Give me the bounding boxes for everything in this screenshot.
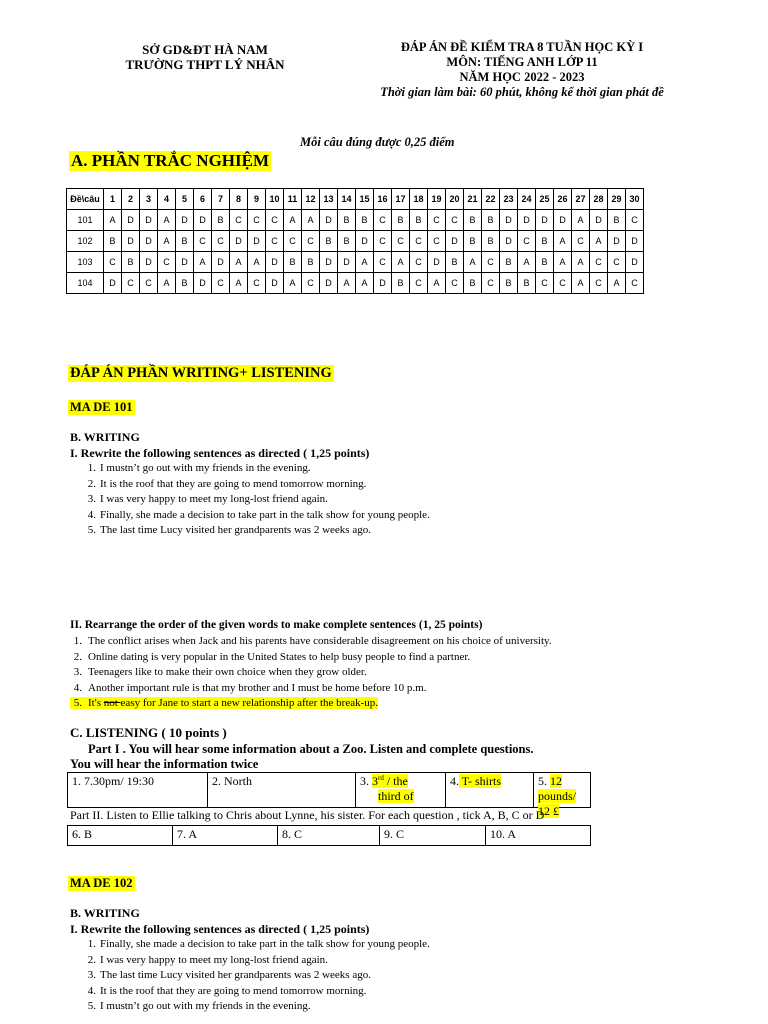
writing-listening-title: ĐÁP ÁN PHẦN WRITING+ LISTENING [70,365,332,381]
question-number-header: 14 [338,189,356,210]
answer-cell: D [122,210,140,231]
answer-cell: D [248,231,266,252]
answer-cell: B [176,231,194,252]
question-number-header: 26 [554,189,572,210]
listening-hear-note: You will hear the information twice [70,757,259,771]
table-row [67,252,644,273]
answer-cell: A [194,252,212,273]
rewrite-title-101: I. Rewrite the following sentences as directed ( 1,25 points) [70,446,370,460]
answer-cell: A [356,252,374,273]
answer-cell: D [320,210,338,231]
question-number-header: 29 [608,189,626,210]
list-item: 5. I mustn’t go out with my friends in the evening. [87,1000,311,1012]
answer-cell: C [374,252,392,273]
answer-cell: D [338,252,356,273]
table-row [67,231,644,252]
answer-cell: C [428,231,446,252]
answer-cell: D [356,231,374,252]
answer-cell: B [392,210,410,231]
answer-cell: B [464,210,482,231]
question-number-header: 13 [320,189,338,210]
rearrange-title-101: II. Rearrange the order of the given words to make complete sentences (1, 25 points) [70,619,483,631]
answer-cell: D [140,231,158,252]
answer-cell: D [176,252,194,273]
rewrite-list-101 [70,461,430,539]
list-item: 2. Online dating is very popular in the United States to help busy people to find a partner. [73,650,471,663]
question-number-header: 30 [626,189,644,210]
question-number-header: 6 [194,189,212,210]
writing-title-101: B. WRITING [70,430,140,444]
question-number-header: 8 [230,189,248,210]
listening-part2-instructions: Part II. Listen to Ellie talking to Chris about Lynne, his sister. For each question , tick A, B, C or D [70,808,545,822]
answer-cell-5: 5. 12 pounds/ 12 £ [538,774,577,818]
answer-cell: C [248,210,266,231]
answer-cell: C [572,231,590,252]
exam-code-cell: 101 [67,210,104,231]
answer-cell: A [608,273,626,294]
list-item: 5. The last time Lucy visited her grandparents was 2 weeks ago. [87,524,371,536]
answer-cell: C [536,273,554,294]
answer-cell: C [248,273,266,294]
question-number-header: 28 [590,189,608,210]
question-number-header: 2 [122,189,140,210]
subject-line: MÔN: TIẾNG ANH LỚP 11 [446,55,598,69]
answer-cell-3: 3. 3rd / the third of [356,773,446,807]
question-number-header: 23 [500,189,518,210]
question-number-header: 27 [572,189,590,210]
answer-cell: D [500,210,518,231]
answer-cell: B [212,210,230,231]
list-item: 2. I was very happy to meet my long-lost friend again. [87,953,328,966]
listening-part2-answer-box [67,825,591,846]
answer-cell-9: 9. C [380,826,486,845]
time-note: Thời gian làm bài: 60 phút, không kể thời gian phát đề [380,85,664,99]
question-number-header: 24 [518,189,536,210]
answer-cell: C [140,273,158,294]
answer-cell: C [392,231,410,252]
answer-cell: C [554,273,572,294]
answer-cell: D [212,252,230,273]
exam-code-cell: 102 [67,231,104,252]
answer-cell: C [302,273,320,294]
answer-cell: D [320,252,338,273]
answer-cell: B [356,210,374,231]
answer-cell: A [590,231,608,252]
answer-cell: D [140,210,158,231]
answer-cell: A [554,252,572,273]
question-number-header: 12 [302,189,320,210]
answer-cell: D [626,231,644,252]
answer-cell: C [446,210,464,231]
answer-cell-2: 2. North [208,773,356,807]
listening-part1-instructions: Part I . You will hear some information about a Zoo. Listen and complete questions. [88,742,534,756]
answer-cell: A [428,273,446,294]
answer-cell: C [446,273,464,294]
answer-cell: A [284,210,302,231]
exam-code-cell: 103 [67,252,104,273]
question-number-header: 7 [212,189,230,210]
list-item: 1. I mustn’t go out with my friends in the evening. [87,462,311,474]
answer-cell: C [302,231,320,252]
answer-cell: D [140,252,158,273]
answer-cell: D [590,210,608,231]
answer-cell: D [626,252,644,273]
answer-cell: B [446,252,464,273]
department-name: SỞ GD&ĐT HÀ NAM [142,42,268,57]
question-number-header: 20 [446,189,464,210]
answer-cell: C [122,273,140,294]
answer-cell: B [608,210,626,231]
answer-cell: D [104,273,122,294]
answer-cell: A [572,252,590,273]
answer-cell: A [302,210,320,231]
table-row [67,273,644,294]
section-a-title: A. PHẦN TRẮC NGHIỆM [71,151,270,170]
answer-cell: A [158,210,176,231]
answer-cell: C [266,210,284,231]
list-item: 2. It is the roof that they are going to mend tomorrow morning. [87,477,367,490]
answer-cell: C [284,231,302,252]
answer-cell: C [482,273,500,294]
answer-cell-7: 7. A [173,826,278,845]
list-item: 1. Finally, she made a decision to take part in the talk show for young people. [87,938,430,950]
answer-table [66,188,644,294]
question-number-header: 21 [464,189,482,210]
answer-cell: B [482,210,500,231]
answer-cell: C [590,273,608,294]
answer-cell: C [428,210,446,231]
school-year: NĂM HỌC 2022 - 2023 [459,70,585,84]
answer-cell: C [158,252,176,273]
answer-cell: C [626,273,644,294]
list-item: 4. Finally, she made a decision to take part in the talk show for young people. [87,508,430,521]
question-number-header: 10 [266,189,284,210]
question-number-header: 18 [410,189,428,210]
question-number-header: 3 [140,189,158,210]
question-number-header: 11 [284,189,302,210]
answer-cell-10: 10. A [490,827,517,841]
answer-cell: A [158,231,176,252]
answer-cell: C [230,210,248,231]
answer-cell: D [194,210,212,231]
answer-cell: A [392,252,410,273]
answer-cell: A [464,252,482,273]
table-row [67,210,644,231]
answer-cell: B [500,273,518,294]
score-note: Mỗi câu đúng được 0,25 điểm [300,135,455,149]
rewrite-title-102: I. Rewrite the following sentences as directed ( 1,25 points) [70,922,370,936]
answer-cell: B [338,231,356,252]
question-number-header: 25 [536,189,554,210]
answer-cell: B [176,273,194,294]
answer-cell: A [230,273,248,294]
answer-cell: B [500,252,518,273]
answer-cell: C [410,252,428,273]
exam-header [352,40,692,100]
question-number-header: 1 [104,189,122,210]
answer-cell: B [122,252,140,273]
ma-de-101-label: MA DE 101 [70,400,133,414]
answer-cell: A [518,252,536,273]
answer-cell: B [518,273,536,294]
ma-de-102-label: MA DE 102 [70,876,133,890]
question-number-header: 15 [356,189,374,210]
answer-cell: C [104,252,122,273]
answer-cell: D [518,210,536,231]
list-item: 1. The conflict arises when Jack and his parents have considerable disagreement on his choice of university. [73,635,552,647]
answer-cell-6: 6. B [68,826,173,845]
answer-cell: D [122,231,140,252]
answer-cell: D [500,231,518,252]
answer-cell: D [374,273,392,294]
list-item: 4. Another important rule is that my brother and I must be home before 10 p.m. [73,681,427,694]
answer-cell: D [608,231,626,252]
school-name: TRƯỜNG THPT LÝ NHÂN [125,57,285,72]
answer-cell: C [518,231,536,252]
answer-cell: D [176,210,194,231]
answer-cell-1: 1. 7.30pm/ 19:30 [68,773,208,807]
answer-cell: B [392,273,410,294]
answer-cell: A [554,231,572,252]
table-corner-header: Đề\câu [67,189,104,210]
answer-cell: A [248,252,266,273]
list-item: 3. The last time Lucy visited her grandparents was 2 weeks ago. [87,969,371,981]
answer-cell: B [410,210,428,231]
answer-cell: A [572,273,590,294]
listening-title-101: C. LISTENING ( 10 points ) [70,725,227,740]
answer-cell: A [284,273,302,294]
question-number-header: 5 [176,189,194,210]
answer-cell: C [266,231,284,252]
answer-cell: B [338,210,356,231]
question-number-header: 4 [158,189,176,210]
answer-cell: C [374,231,392,252]
answer-cell: C [194,231,212,252]
answer-cell: B [320,231,338,252]
answer-cell-8: 8. C [278,826,380,845]
question-number-header: 22 [482,189,500,210]
answer-cell-4: 4. T- shirts [446,773,534,807]
answer-cell: A [230,252,248,273]
answer-cell: B [536,252,554,273]
answer-cell: D [446,231,464,252]
answer-cell: A [356,273,374,294]
answer-cell: B [464,231,482,252]
answer-cell: B [302,252,320,273]
answer-cell: C [212,231,230,252]
answer-cell: C [626,210,644,231]
question-number-header: 17 [392,189,410,210]
school-header [95,42,315,72]
answer-cell: A [104,210,122,231]
answer-cell: C [374,210,392,231]
answer-cell: A [338,273,356,294]
answer-cell: A [572,210,590,231]
answer-cell: C [608,252,626,273]
answer-cell: D [194,273,212,294]
answer-cell: D [320,273,338,294]
answer-cell: C [410,231,428,252]
exam-code-cell: 104 [67,273,104,294]
answer-cell: D [230,231,248,252]
answer-cell: B [284,252,302,273]
answer-cell: D [428,252,446,273]
question-number-header: 9 [248,189,266,210]
answer-cell: D [536,210,554,231]
question-number-header: 19 [428,189,446,210]
answer-cell: B [536,231,554,252]
writing-title-102: B. WRITING [70,906,140,920]
answer-cell: B [482,231,500,252]
answer-cell: C [590,252,608,273]
answer-cell: D [554,210,572,231]
answer-cell: D [266,252,284,273]
rearrange-list-101 [70,634,552,696]
answer-cell: B [104,231,122,252]
answer-cell: D [266,273,284,294]
list-item: 3. I was very happy to meet my long-lost friend again. [87,493,328,505]
answer-cell: C [482,252,500,273]
list-item: 3. Teenagers like to make their own choice when they grow older. [73,666,367,678]
answer-cell: C [212,273,230,294]
question-number-header: 16 [374,189,392,210]
answer-cell: C [410,273,428,294]
rearrange-item-5: 5. It's not easy for Jane to start a new relationship after the break-up. [70,696,378,712]
list-item: 4. It is the roof that they are going to mend tomorrow morning. [87,984,367,997]
answer-cell: A [158,273,176,294]
exam-title: ĐÁP ÁN ĐỀ KIỂM TRA 8 TUẦN HỌC KỲ I [400,40,644,54]
rewrite-list-102 [70,937,430,1015]
answer-cell: B [464,273,482,294]
